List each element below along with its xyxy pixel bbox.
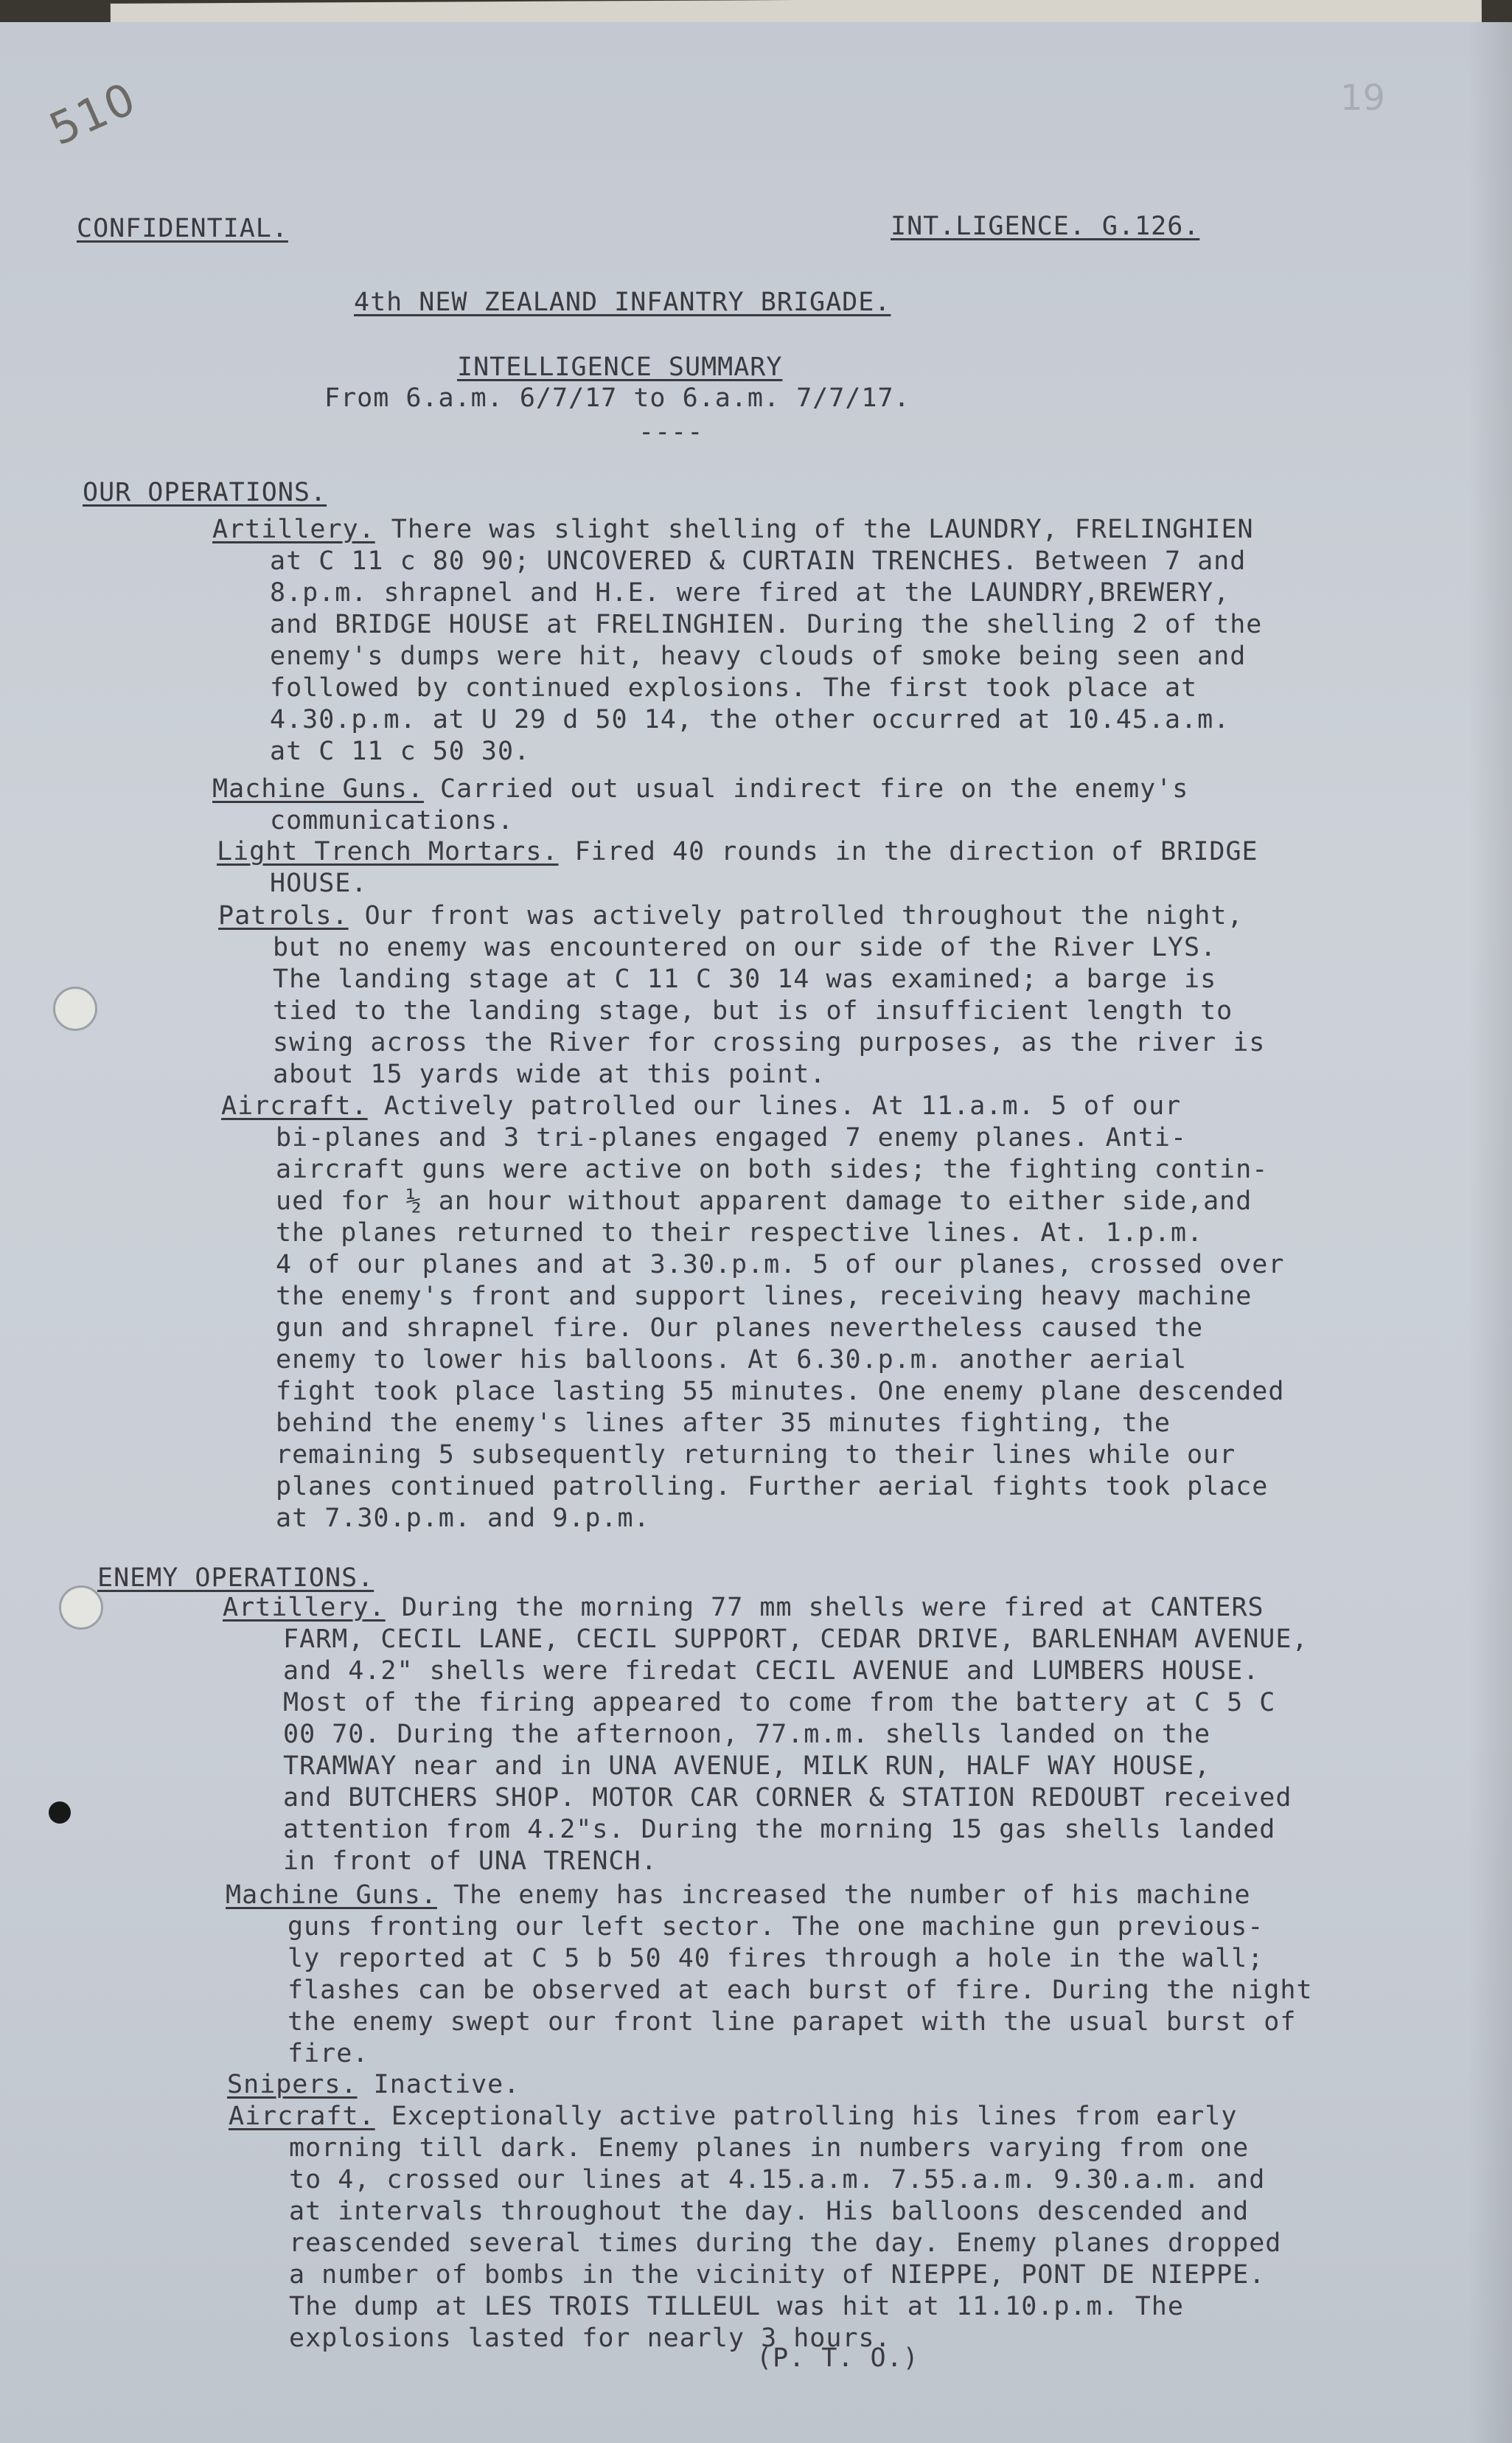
classification: CONFIDENTIAL.	[77, 214, 288, 243]
enemy-aircraft-line: to 4, crossed our lines at 4.15.a.m. 7.55.a.m. 9.30.a.m. and	[289, 2165, 1266, 2194]
our-artillery-line: at C 11 c 50 30.	[270, 737, 531, 766]
snipers-line: Snipers. Inactive.	[227, 2070, 520, 2099]
our-aircraft-line: enemy to lower his balloons. At 6.30.p.m. another aerial	[276, 1345, 1188, 1375]
enemy-machine-guns-line: ly reported at C 5 b 50 40 fires through a hole in the wall;	[288, 1944, 1264, 1973]
enemy-machine-guns-line: the enemy swept our front line parapet with the usual burst of	[288, 2007, 1297, 2037]
our-artillery-line: enemy's dumps were hit, heavy clouds of smoke being seen and	[270, 642, 1247, 671]
our-aircraft-line: the planes returned to their respective lines. At. 1.p.m.	[276, 1218, 1204, 1248]
our-artillery-line: Artillery. There was slight shelling of the LAUNDRY, FRELINGHIEN	[212, 515, 1254, 544]
enemy-machine-guns-line: fire.	[288, 2039, 369, 2068]
patrols-line: tied to the landing stage, but is of insufficient length to	[273, 996, 1233, 1026]
our-artillery-line: 4.30.p.m. at U 29 d 50 14, the other occurred at 10.45.a.m.	[270, 705, 1230, 734]
patrols-line: The landing stage at C 11 C 30 14 was examined; a barge is	[273, 965, 1217, 994]
summary-title: INTELLIGENCE SUMMARY	[457, 352, 783, 382]
enemy-artillery-line: and BUTCHERS SHOP. MOTOR CAR CORNER & STATION REDOUBT received	[283, 1783, 1292, 1813]
enemy-aircraft-line: Aircraft. Exceptionally active patrolling his lines from early	[229, 2102, 1238, 2131]
enemy-artillery-line: 00 70. During the afternoon, 77.m.m. shells landed on the	[283, 1720, 1211, 1749]
patrols-line: Patrols. Our front was actively patrolled throughout the night,	[218, 901, 1244, 931]
our-aircraft-line: fight took place lasting 55 minutes. One enemy plane descended	[276, 1377, 1285, 1406]
our-artillery-line: at C 11 c 80 90; UNCOVERED & CURTAIN TRENCHES. Between 7 and	[270, 546, 1247, 576]
our-aircraft-line: planes continued patrolling. Further aerial fights took place	[276, 1472, 1269, 1501]
please-turn-over: (P. T. O.)	[756, 2343, 919, 2373]
enemy-artillery-line: and 4.2" shells were firedat CECIL AVENUE and LUMBERS HOUSE.	[283, 1656, 1260, 1686]
patrols-line: but no enemy was encountered on our side of the River LYS.	[273, 933, 1217, 962]
our-artillery-line: 8.p.m. shrapnel and H.E. were fired at the LAUNDRY,BREWERY,	[270, 578, 1230, 608]
patrols-line: about 15 yards wide at this point.	[273, 1060, 826, 1089]
light-trench-mortars-line: Light Trench Mortars. Fired 40 rounds in the direction of BRIDGE	[217, 837, 1258, 866]
enemy-artillery-line: TRAMWAY near and in UNA AVENUE, MILK RUN, HALF WAY HOUSE,	[283, 1751, 1211, 1781]
our-artillery-line: followed by continued explosions. The first took place at	[270, 673, 1198, 703]
our-machine-guns-line: communications.	[270, 806, 515, 835]
title-divider: ----	[638, 417, 704, 447]
our-aircraft-line: 4 of our planes and at 3.30.p.m. 5 of our planes, crossed over	[276, 1250, 1285, 1279]
our-machine-guns-line: Machine Guns. Carried out usual indirect fire on the enemy's	[212, 774, 1189, 804]
enemy-aircraft-line: at intervals throughout the day. His balloons descended and	[289, 2197, 1250, 2226]
enemy-aircraft-line: a number of bombs in the vicinity of NIEPPE, PONT DE NIEPPE.	[289, 2260, 1266, 2290]
reference-number: INT.LIGENCE. G.126.	[891, 212, 1200, 241]
enemy-machine-guns-line: guns fronting our left sector. The one machine gun previous-	[288, 1912, 1264, 1942]
our-aircraft-line: gun and shrapnel fire. Our planes nevertheless caused the	[276, 1313, 1204, 1343]
our-operations-heading: OUR OPERATIONS.	[83, 478, 327, 507]
enemy-machine-guns-line: flashes can be observed at each burst of fire. During the night	[288, 1975, 1313, 2005]
archive-stamp: 510	[41, 72, 144, 156]
enemy-artillery-line: attention from 4.2"s. During the morning 15 gas shells landed	[283, 1815, 1276, 1844]
enemy-artillery-line: Artillery. During the morning 77 mm shells were fired at CANTERS	[223, 1593, 1264, 1622]
our-aircraft-line: remaining 5 subsequently returning to their lines while our	[276, 1440, 1236, 1470]
enemy-machine-guns-line: Machine Guns. The enemy has increased the number of his machine	[226, 1880, 1251, 1910]
enemy-aircraft-line: The dump at LES TROIS TILLEUL was hit at 11.10.p.m. The	[289, 2292, 1184, 2321]
enemy-artillery-line: FARM, CECIL LANE, CECIL SUPPORT, CEDAR DRIVE, BARLENHAM AVENUE,	[283, 1624, 1309, 1654]
enemy-artillery-line: Most of the firing appeared to come from the battery at C 5 C	[283, 1688, 1276, 1717]
light-trench-mortars-line: HOUSE.	[270, 869, 368, 898]
enemy-aircraft-line: explosions lasted for nearly 3 hours.	[289, 2324, 891, 2353]
patrols-line: swing across the River for crossing purposes, as the river is	[273, 1028, 1266, 1057]
brigade-name: 4th NEW ZEALAND INFANTRY BRIGADE.	[354, 288, 891, 317]
our-aircraft-line: at 7.30.p.m. and 9.p.m.	[276, 1504, 650, 1533]
summary-period: From 6.a.m. 6/7/17 to 6.a.m. 7/7/17.	[324, 383, 910, 413]
our-artillery-line: and BRIDGE HOUSE at FRELINGHIEN. During the shelling 2 of the	[270, 610, 1263, 639]
our-aircraft-line: Aircraft. Actively patrolled our lines. At 11.a.m. 5 of our	[221, 1091, 1182, 1121]
enemy-aircraft-line: reascended several times during the day. Enemy planes dropped	[289, 2228, 1282, 2258]
our-aircraft-line: aircraft guns were active on both sides; the fighting contin-	[276, 1155, 1269, 1184]
our-aircraft-line: bi-planes and 3 tri-planes engaged 7 enemy planes. Anti-	[276, 1123, 1188, 1153]
enemy-operations-heading: ENEMY OPERATIONS.	[97, 1563, 374, 1593]
our-aircraft-line: behind the enemy's lines after 35 minutes fighting, the	[276, 1408, 1171, 1438]
enemy-artillery-line: in front of UNA TRENCH.	[283, 1846, 658, 1876]
our-aircraft-line: ued for ½ an hour without apparent damage to either side,and	[276, 1186, 1253, 1216]
page-number-mark: 19	[1340, 77, 1386, 119]
our-aircraft-line: the enemy's front and support lines, receiving heavy machine	[276, 1282, 1253, 1311]
enemy-aircraft-line: morning till dark. Enemy planes in numbers varying from one	[289, 2133, 1250, 2163]
